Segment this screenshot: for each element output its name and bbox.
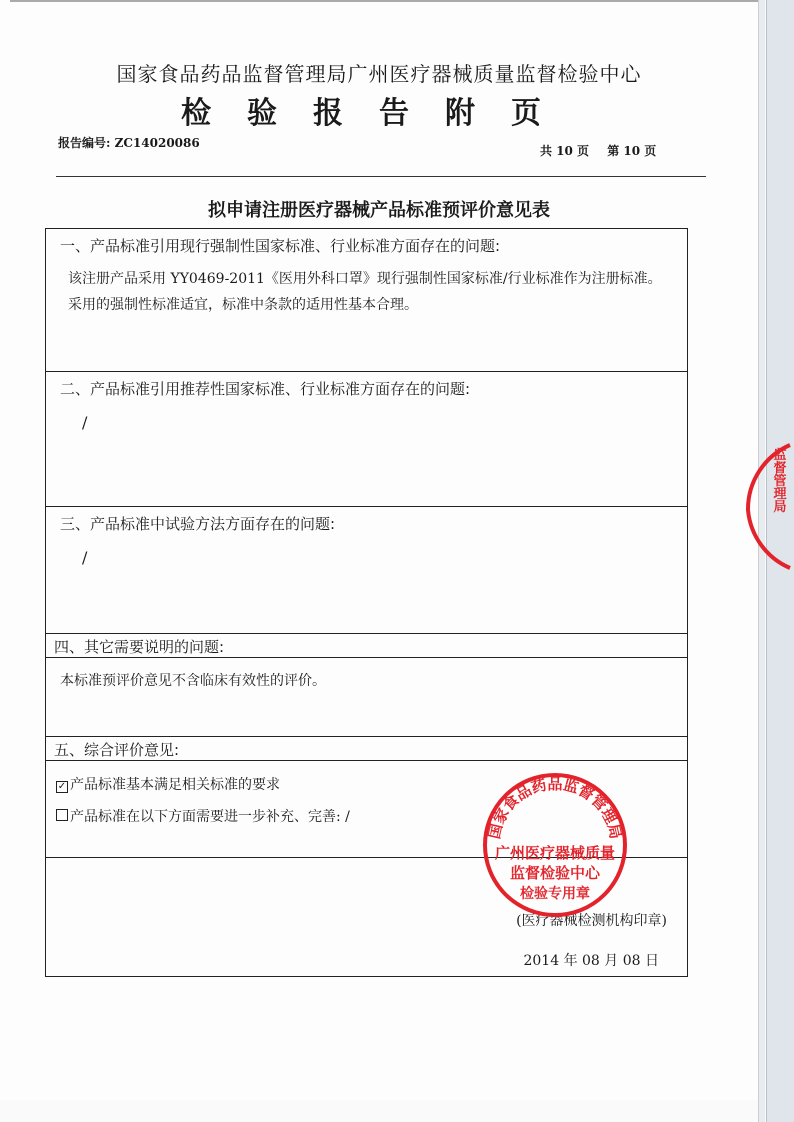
section-body: 该注册产品采用 YY0469-2011《医用外科口罩》现行强制性国家标准/行业标准作为注册标准。采用的强制性标准适宜，标准中条款的适用性基本合理。 <box>68 271 662 313</box>
section-5-header <box>46 737 688 761</box>
section-heading: 二、产品标准引用推荐性国家标准、行业标准方面存在的问题: <box>60 380 471 398</box>
section-heading: 四、其它需要说明的问题: <box>54 638 225 656</box>
partial-seal-text: 监督管理局 <box>770 447 786 513</box>
unchecked-checkbox-icon <box>56 809 68 821</box>
section-4-header <box>46 634 688 658</box>
option-label: 产品标准基本满足相关标准的要求 <box>70 777 280 793</box>
option-label: 产品标准在以下方面需要进一步补充、完善: / <box>70 809 350 825</box>
page-count <box>540 142 670 159</box>
checked-checkbox-icon: ✓ <box>57 781 67 792</box>
header-divider <box>56 176 706 177</box>
form-title: 拟申请注册医疗器械产品标准预评价意见表 <box>208 200 550 221</box>
seal-note: (医疗器械检测机构印章) <box>516 913 667 929</box>
current-page: 第 10 页 <box>607 144 657 158</box>
section-body: / <box>82 548 88 567</box>
report-date: 2014 年 08 月 08 日 <box>523 953 659 969</box>
section-heading: 五、综合评价意见: <box>54 741 180 759</box>
seal-line-1: 广州医疗器械质量 <box>494 844 616 862</box>
top-border <box>10 0 758 2</box>
section-body: 本标准预评价意见不含临床有效性的评价。 <box>60 673 326 689</box>
section-3 <box>46 507 688 634</box>
svg-text:国家食品药品监督管理局 <box>485 775 625 841</box>
section-2 <box>46 372 688 507</box>
section-heading: 三、产品标准中试验方法方面存在的问题: <box>60 515 336 533</box>
issuing-organization: 国家食品药品监督管理局广州医疗器械质量监督检验中心 <box>116 62 642 86</box>
section-body: / <box>82 413 88 432</box>
official-seal <box>480 770 630 920</box>
section-1 <box>46 229 688 372</box>
seal-line-2: 监督检验中心 <box>509 864 601 882</box>
section-heading: 一、产品标准引用现行强制性国家标准、行业标准方面存在的问题: <box>60 237 501 255</box>
partial-seal <box>730 440 794 570</box>
report-number: 报告编号: ZC14020086 <box>58 136 200 150</box>
seal-line-3: 检验专用章 <box>520 886 590 902</box>
section-4-body <box>46 658 688 737</box>
seal-ring-text: 国家食品药品监督管理局 <box>485 775 625 841</box>
total-pages: 共 10 页 <box>540 144 590 158</box>
page-title: 检验报告附页 <box>181 96 577 131</box>
